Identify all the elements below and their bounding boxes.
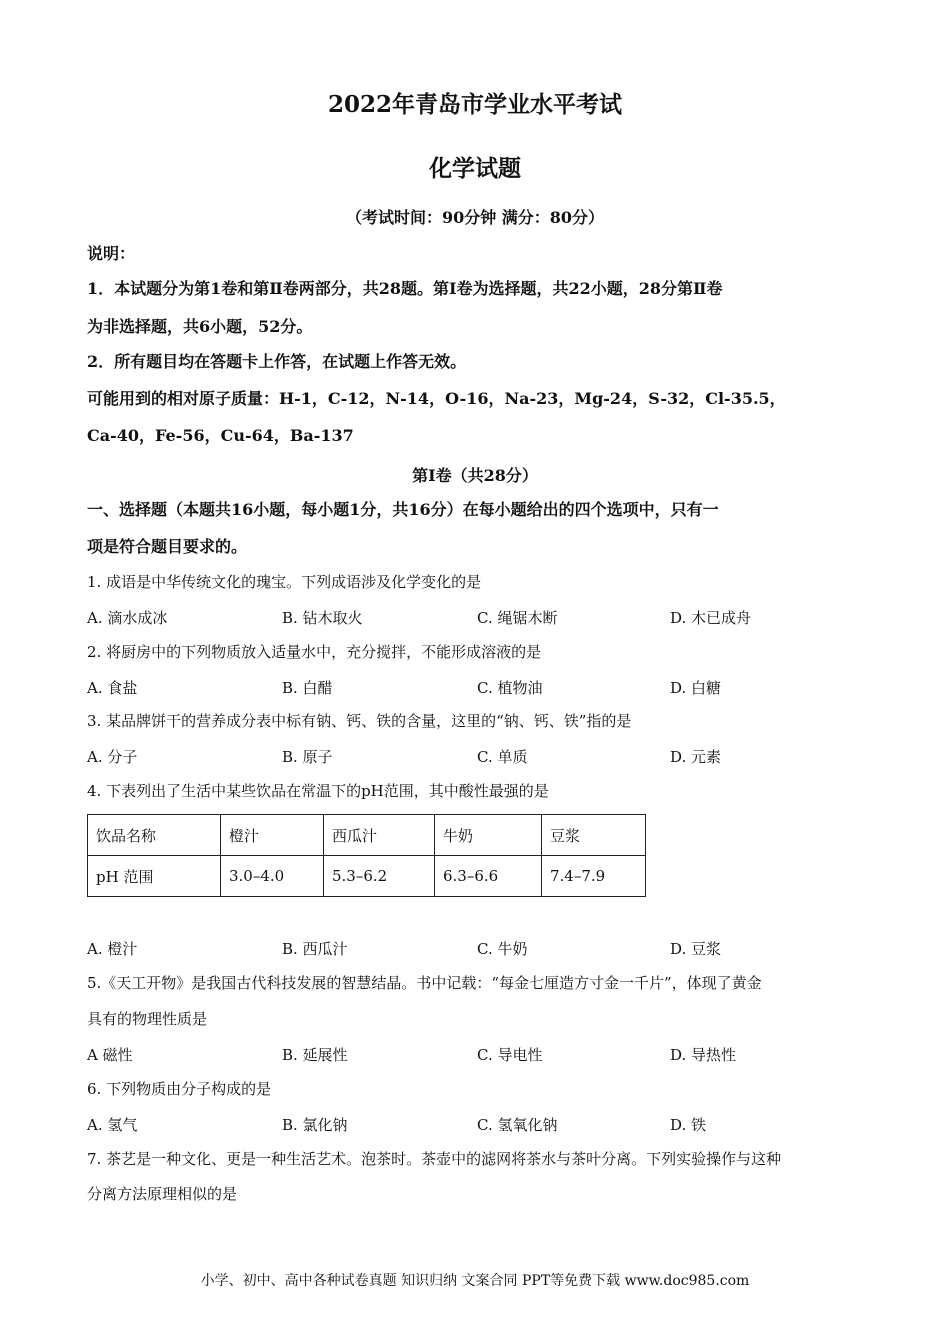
instruction-line-1: 1．本试题分为第1卷和第Ⅱ卷两部分，共28题。第I卷为选择题，共22小题，28分第Ⅱ卷 [87, 279, 723, 298]
question-1-stem: 1. 成语是中华传统文化的瑰宝。下列成语涉及化学变化的是 [87, 573, 482, 591]
option-c: C. 单质 [477, 748, 528, 766]
option-a: A. 滴水成冰 [87, 609, 168, 627]
question-4-options [87, 938, 867, 958]
option-b: B. 延展性 [282, 1046, 348, 1064]
atomic-masses-line-2: Ca-40，Fe-56，Cu-64，Ba-137 [87, 426, 354, 445]
table-cell: pH 范围 [88, 856, 221, 897]
table-cell: 6.3–6.6 [435, 856, 542, 897]
option-b: B. 西瓜汁 [282, 940, 348, 958]
option-b: B. 原子 [282, 748, 333, 766]
section1-line-1: 一、选择题（本题共16小题，每小题1分，共16分）在每小题给出的四个选项中，只有一 [87, 500, 719, 519]
option-a: A. 氢气 [87, 1116, 138, 1134]
ph-table [87, 814, 646, 897]
page-footer: 小学、初中、高中各种试卷真题 知识归纳 文案合同 PPT等免费下载 www.doc985.com [200, 1273, 750, 1289]
option-b: B. 白醋 [282, 679, 333, 697]
option-d: D. 元素 [670, 748, 722, 766]
exam-title: 2022年青岛市学业水平考试 [327, 91, 622, 118]
question-5-stem-cont: 具有的物理性质是 [87, 1010, 208, 1028]
exam-info: （考试时间：90分钟 满分：80分） [345, 208, 605, 227]
option-a: A. 橙汁 [87, 940, 138, 958]
table-row [88, 856, 646, 897]
table-row [88, 815, 646, 856]
question-5-options [87, 1044, 867, 1064]
question-3-options [87, 746, 867, 766]
option-c: C. 导电性 [477, 1046, 543, 1064]
option-b: B. 氯化钠 [282, 1116, 348, 1134]
table-cell: 7.4–7.9 [542, 856, 646, 897]
question-7-stem-cont: 分离方法原理相似的是 [87, 1185, 238, 1203]
question-6-stem: 6. 下列物质由分子构成的是 [87, 1080, 272, 1098]
table-cell: 饮品名称 [88, 815, 221, 856]
section1-line-2: 项是符合题目要求的。 [87, 537, 248, 556]
question-5-stem: 5.《天工开物》是我国古代科技发展的智慧结晶。书中记载：“每金七厘造方寸金一千片”，体现了黄金 [87, 974, 762, 992]
question-7-stem: 7. 茶艺是一种文化、更是一种生活艺术。泡茶时。茶壶中的滤网将茶水与茶叶分离。下列实验操作与这种 [87, 1150, 782, 1168]
table-cell: 牛奶 [435, 815, 542, 856]
option-d: D. 铁 [670, 1116, 707, 1134]
option-c: C. 绳锯木断 [477, 609, 558, 627]
option-a: A. 食盐 [87, 679, 138, 697]
table-cell: 5.3–6.2 [324, 856, 435, 897]
question-3-stem: 3. 某品牌饼干的营养成分表中标有钠、钙、铁的含量，这里的“钠、钙、铁”指的是 [87, 712, 632, 730]
instruction-line-2: 2．所有题目均在答题卡上作答，在试题上作答无效。 [87, 352, 467, 371]
option-d: D. 导热性 [670, 1046, 737, 1064]
part1-heading: 第I卷（共28分） [412, 466, 538, 485]
question-6-options [87, 1114, 867, 1134]
option-d: D. 木已成舟 [670, 609, 752, 627]
question-4-stem: 4. 下表列出了生活中某些饮品在常温下的pH范围，其中酸性最强的是 [87, 782, 549, 800]
table-cell: 橙汁 [221, 815, 324, 856]
option-c: C. 氢氧化钠 [477, 1116, 558, 1134]
option-a: A. 分子 [87, 748, 138, 766]
instruction-line-1b: 为非选择题，共6小题，52分。 [87, 317, 313, 336]
table-cell: 西瓜汁 [324, 815, 435, 856]
option-b: B. 钻木取火 [282, 609, 363, 627]
question-2-options [87, 677, 867, 697]
option-d: D. 白糖 [670, 679, 722, 697]
option-c: C. 植物油 [477, 679, 543, 697]
option-c: C. 牛奶 [477, 940, 528, 958]
table-cell: 豆浆 [542, 815, 646, 856]
subject-title: 化学试题 [429, 155, 521, 182]
atomic-masses-line-1: 可能用到的相对原子质量：H-1，C-12，N-14，O-16，Na-23，Mg-24，S-32，Cl-35.5， [87, 389, 786, 408]
question-2-stem: 2. 将厨房中的下列物质放入适量水中，充分搅拌，不能形成溶液的是 [87, 643, 542, 661]
instructions-heading: 说明： [87, 244, 136, 263]
table-cell: 3.0–4.0 [221, 856, 324, 897]
question-1-options [87, 607, 867, 627]
option-a: A 磁性 [87, 1046, 133, 1064]
option-d: D. 豆浆 [670, 940, 722, 958]
